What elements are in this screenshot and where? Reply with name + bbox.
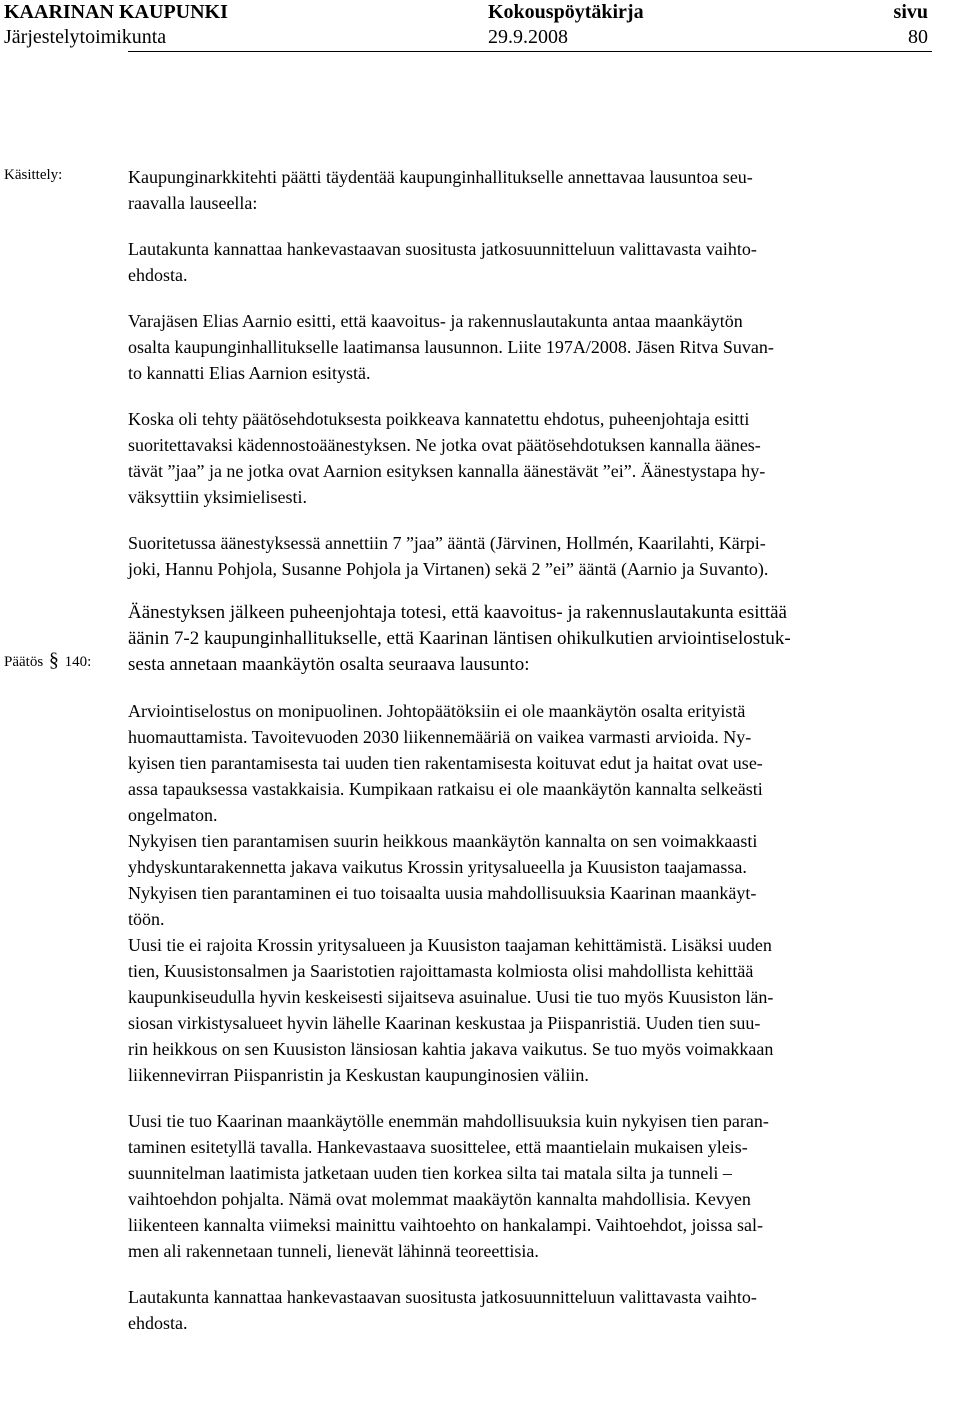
- text-line: kaupunkiseudulla hyvin keskeisesti sijaitseva asuinalue. Uusi tie tuo myös Kuusiston län-: [128, 987, 774, 1007]
- text-line: Nykyisen tien parantaminen ei tuo toisaalta uusia mahdollisuuksia Kaarinan maankäyt-: [128, 883, 757, 903]
- handling-label: [4, 165, 62, 185]
- text-line: väksyttiin yksimielisesti.: [128, 487, 307, 507]
- text-line: suoritettavaksi kädennostoäänestyksen. Ne jotka ovat päätösehdotuksen kannalla äänes-: [128, 435, 761, 455]
- text-line: suunnitelman laatimista jatketaan uuden tien korkea silta tai matala silta ja tunneli –: [128, 1163, 732, 1183]
- decision-number: 140:: [64, 654, 92, 670]
- paragraph-conclusion: [128, 1284, 960, 1336]
- paragraph-counterproposal: [128, 308, 960, 386]
- paragraph-vote-result: [128, 530, 960, 582]
- text-line: ehdosta.: [128, 1313, 188, 1333]
- text-line: äänin 7-2 kaupunginhallitukselle, että Kaarinan läntisen ohikulkutien arviointiselostuk-: [128, 628, 791, 649]
- text-line: taminen esitetyllä tavalla. Hankevastaava suosittelee, että maantielain mukaisen yleis-: [128, 1137, 748, 1157]
- paragraph-decision: [128, 600, 960, 678]
- text-line: raavalla lauseella:: [128, 193, 258, 213]
- document-type: Kokouspöytäkirja: [488, 1, 644, 23]
- text-line: to kannatti Elias Aarnion esitystä.: [128, 363, 371, 383]
- header-row-1: [4, 0, 934, 25]
- organization-name: KAARINAN KAUPUNKI: [4, 1, 228, 23]
- text-line: Kaupunginarkkitehti päätti täydentää kaupunginhallitukselle annettavaa lausuntoa seu-: [128, 167, 753, 187]
- meeting-date: 29.9.2008: [488, 26, 568, 48]
- header-divider: [128, 51, 932, 52]
- paragraph-vote-procedure: [128, 406, 960, 510]
- text-line: ehdosta.: [128, 265, 188, 285]
- paragraph-board-statement: [128, 236, 960, 288]
- text-line: yhdyskuntarakennetta jakava vaikutus Krossin yritysalueella ja Kuusiston taajamassa.: [128, 857, 747, 877]
- text-line: liikennevirran Piispanristin ja Keskustan kaupunginosien väliin.: [128, 1065, 589, 1085]
- decision-label-prefix: Päätös: [4, 654, 44, 670]
- text-line: huomauttamista. Tavoitevuoden 2030 liikennemääriä on vaikea varmasti arvioida. Ny-: [128, 727, 752, 747]
- text-line: Arviointiselostus on monipuolinen. Johtopäätöksiin ei ole maankäytön osalta erityistä: [128, 701, 746, 721]
- text-line: Varajäsen Elias Aarnio esitti, että kaavoitus- ja rakennuslautakunta antaa maankäytön: [128, 311, 743, 331]
- text-line: liikenteen kannalta viimeksi mainittu vaihtoehto on hankalampi. Vaihtoehdot, joissa sal-: [128, 1215, 764, 1235]
- text-line: sesta annetaan maankäytön osalta seuraava lausunto:: [128, 654, 530, 675]
- text-line: vaihtoehdon pohjalta. Nämä ovat molemmat maakäytön kannalta mahdollisia. Kevyen: [128, 1189, 751, 1209]
- handling-label-text: Käsittely:: [4, 167, 63, 183]
- header-row-2: [4, 25, 934, 50]
- paragraph-supplement: [128, 164, 960, 216]
- page-number: 80: [908, 26, 928, 48]
- page-label: sivu: [893, 1, 928, 23]
- text-line: Suoritetussa äänestyksessä annettiin 7 ”jaa” ääntä (Järvinen, Hollmén, Kaarilahti, Kärpi-: [128, 533, 766, 553]
- text-line: tien, Kuusistonsalmen ja Saaristotien rajoittamasta kolmiosta olisi mahdollista kehittää: [128, 961, 754, 981]
- text-line: joki, Hannu Pohjola, Susanne Pohjola ja Virtanen) sekä 2 ”ei” ääntä (Aarnio ja Suvanto).: [128, 559, 769, 579]
- text-line: men ali rakennetaan tunneli, lienevät lähinnä teoreettisia.: [128, 1241, 539, 1261]
- document-header: [4, 0, 934, 50]
- section-sign: §: [48, 649, 59, 671]
- text-line: töön.: [128, 909, 165, 929]
- decision-label: [4, 650, 91, 672]
- text-line: rin heikkous on sen Kuusiston länsiosan kahtia jakava vaikutus. Se tuo myös voimakkaan: [128, 1039, 774, 1059]
- text-line: ongelmaton.: [128, 805, 218, 825]
- text-line: Äänestyksen jälkeen puheenjohtaja totesi, että kaavoitus- ja rakennuslautakunta esittää: [128, 602, 787, 623]
- text-line: siosan virkistysalueet hyvin lähelle Kaarinan keskustaa ja Piispanristiä. Uuden tien suu-: [128, 1013, 761, 1033]
- text-line: tävät ”jaa” ja ne jotka ovat Aarnion esityksen kannalla äänestävät ”ei”. Äänestystapa hy-: [128, 461, 766, 481]
- text-line: Lautakunta kannattaa hankevastaavan suositusta jatkosuunnitteluun valittavasta vaihto-: [128, 1287, 757, 1307]
- text-line: Koska oli tehty päätösehdotuksesta poikkeava kannatettu ehdotus, puheenjohtaja esitti: [128, 409, 750, 429]
- text-line: Nykyisen tien parantamisen suurin heikkous maankäytön kannalta on sen voimakkaasti: [128, 831, 758, 851]
- text-line: osalta kaupunginhallitukselle laatimansa lausunnon. Liite 197A/2008. Jäsen Ritva Suvan-: [128, 337, 774, 357]
- paragraph-statement-body: [128, 698, 960, 1088]
- text-line: assa tapauksessa vastakkaisia. Kumpikaan ratkaisu ei ole maankäytön kannalta selkeästi: [128, 779, 763, 799]
- text-line: Uusi tie tuo Kaarinan maankäytölle enemmän mahdollisuuksia kuin nykyisen tien paran-: [128, 1111, 769, 1131]
- paragraph-recommendation: [128, 1108, 960, 1264]
- minutes-body: [128, 164, 960, 1336]
- text-line: kyisen tien parantamisesta tai uuden tien rakentamisesta koituvat edut ja haitat ovat use-: [128, 753, 763, 773]
- committee-name: Järjestelytoimikunta: [4, 26, 167, 48]
- text-line: Uusi tie ei rajoita Krossin yritysalueen ja Kuusiston taajaman kehittämistä. Lisäksi uuden: [128, 935, 772, 955]
- text-line: Lautakunta kannattaa hankevastaavan suositusta jatkosuunnitteluun valittavasta vaihto-: [128, 239, 757, 259]
